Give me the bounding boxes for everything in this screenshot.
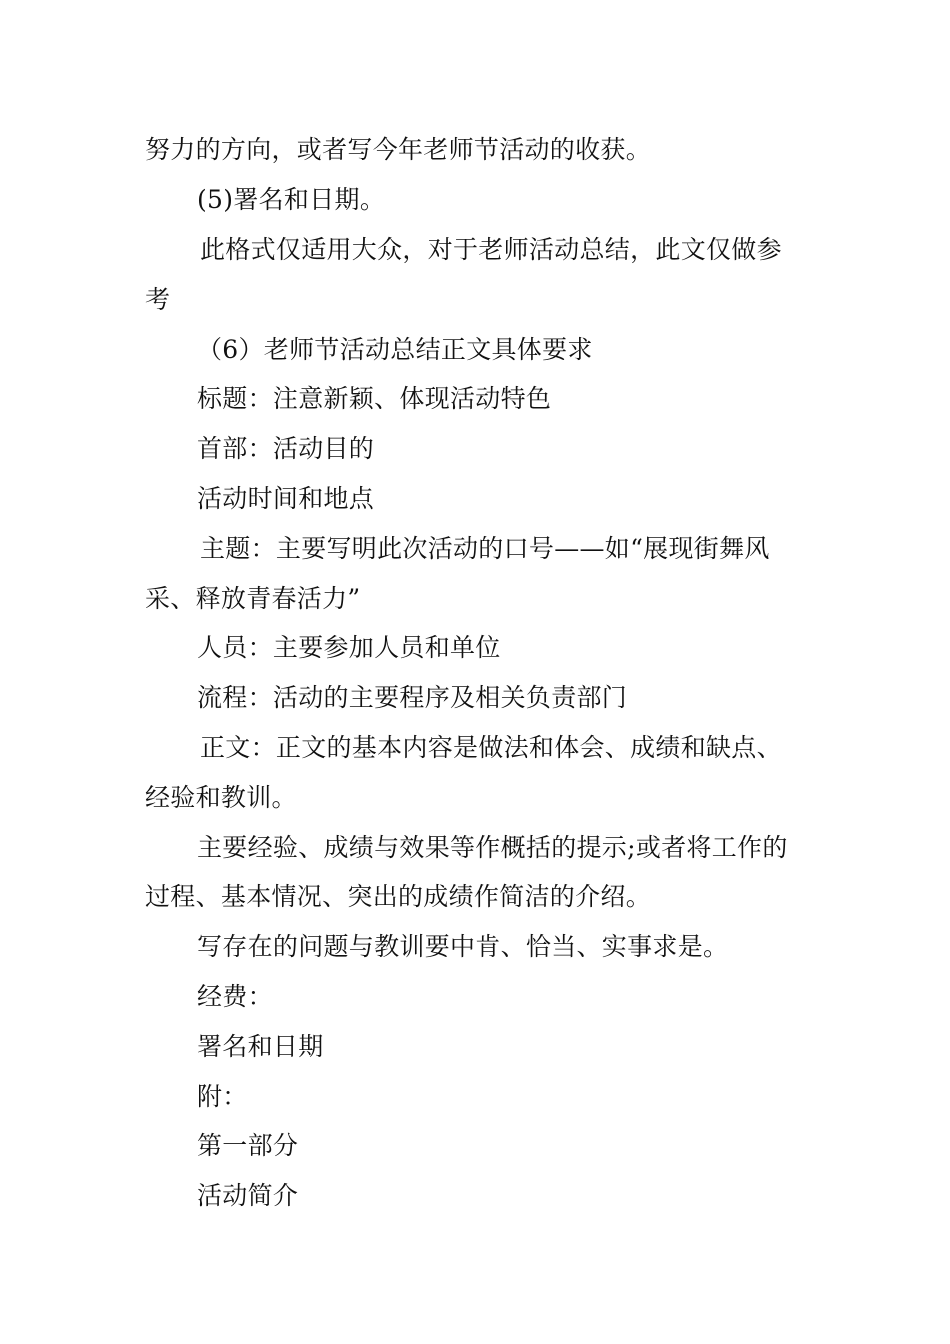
text-line: 采、释放青春活力” xyxy=(145,584,361,613)
text-line: （6）老师节活动总结正文具体要求 xyxy=(197,335,593,364)
text-line: 人员：主要参加人员和单位 xyxy=(197,633,501,662)
text-line: 主要经验、成绩与效果等作概括的提示;或者将工作的 xyxy=(197,833,788,862)
text-line: 主题：主要写明此次活动的口号——如“展现街舞风 xyxy=(200,534,770,563)
text-line: 经验和教训。 xyxy=(145,783,297,812)
text-line: 正文：正文的基本内容是做法和体会、成绩和缺点、 xyxy=(200,733,782,762)
text-line: 第一部分 xyxy=(197,1131,299,1160)
text-line: 努力的方向，或者写今年老师节活动的收获。 xyxy=(145,135,652,164)
text-line: 附： xyxy=(197,1082,248,1111)
text-line: (5)署名和日期。 xyxy=(197,185,386,214)
text-line: 标题：注意新颖、体现活动特色 xyxy=(197,384,552,413)
text-line: 活动时间和地点 xyxy=(197,484,375,513)
text-line: 流程：活动的主要程序及相关负责部门 xyxy=(197,683,628,712)
text-line: 经费： xyxy=(197,982,273,1011)
text-line: 过程、基本情况、突出的成绩作简洁的介绍。 xyxy=(145,882,652,911)
text-line: 此格式仅适用大众，对于老师活动总结，此文仅做参 xyxy=(200,235,782,264)
text-line: 考 xyxy=(145,285,171,314)
text-line: 首部：活动目的 xyxy=(197,434,375,463)
text-line: 活动简介 xyxy=(197,1181,299,1210)
text-line: 署名和日期 xyxy=(197,1032,324,1061)
text-line: 写存在的问题与教训要中肯、恰当、实事求是。 xyxy=(197,932,729,961)
